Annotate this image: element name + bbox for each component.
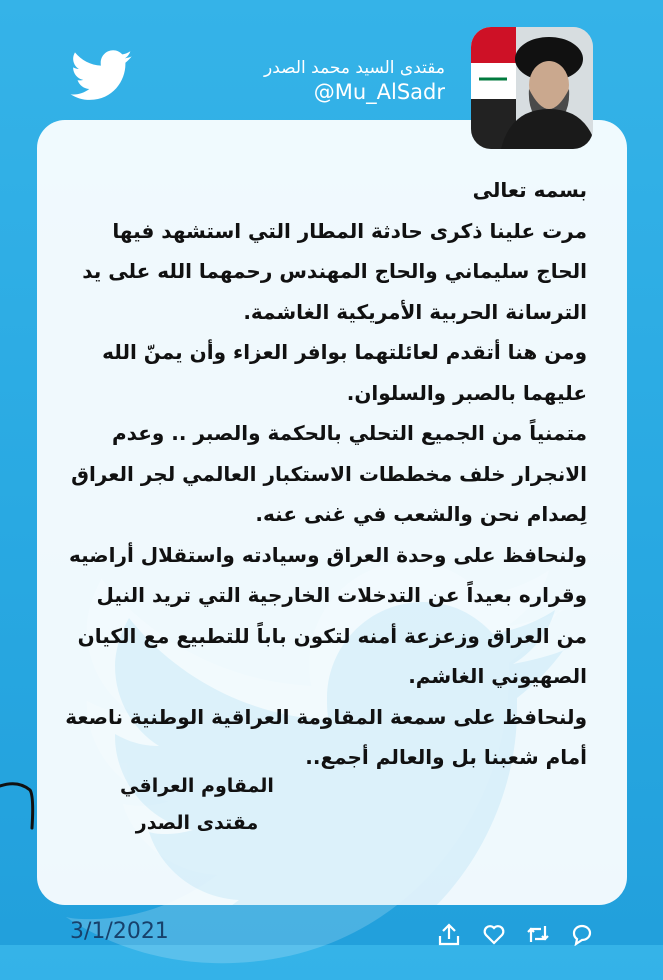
tweet-paragraph: ومن هنا أتقدم لعائلتهما بوافر العزاء وأن يمنّ الله عليهما بالصبر والسلوان.	[102, 340, 587, 405]
avatar[interactable]	[471, 27, 593, 149]
account-handle[interactable]: @Mu_AlSadr	[313, 80, 445, 104]
tweet-paragraph: بسمه تعالى	[472, 178, 587, 202]
tweet-actions-bar	[436, 922, 596, 946]
like-heart-icon[interactable]	[481, 922, 507, 946]
share-icon[interactable]	[436, 922, 462, 946]
signature	[87, 768, 307, 842]
tweet-date: 3/1/2021	[70, 919, 169, 944]
account-display-name[interactable]: مقتدى السيد محمد الصدر	[263, 58, 445, 78]
profile-photo-with-iraq-flag	[471, 27, 593, 149]
signature-line-name: مقتدى الصدر	[135, 812, 259, 834]
signature-line-title: المقاوم العراقي	[120, 775, 274, 797]
tweet-paragraph: متمنياً من الجميع التحلي بالحكمة والصبر .. وعدم الانجرار خلف مخططات الاستكبار العالمي لجر العراق لِصدام نحن والشعب في غنى عنه.	[71, 421, 587, 526]
reply-icon[interactable]	[570, 922, 596, 946]
tweet-paragraph: ولنحافظ على وحدة العراق وسيادته واستقلال أراضيه وقراره بعيداً عن التدخلات الخارجية التي تريد النيل من العراق وزعزعة أمنه لتكون باباً للتطبيع مع الكيان الصهيوني الغاشم.	[69, 542, 587, 688]
tweet-paragraph: مرت علينا ذكرى حادثة المطار التي استشهد فيها الحاج سليماني والحاج المهندس رحمهما الله على يد الترسانة الحربية الأمريكية الغاشمة.	[82, 218, 587, 324]
twitter-logo-icon	[70, 50, 134, 102]
tweet-card	[37, 120, 627, 905]
tweet-body	[62, 170, 587, 778]
tweet-paragraph: ولنحافظ على سمعة المقاومة العراقية الوطنية ناصعة أمام شعبنا بل والعالم أجمع..	[65, 704, 587, 769]
pen-scribble-mark	[0, 770, 50, 830]
retweet-icon[interactable]	[525, 922, 551, 946]
